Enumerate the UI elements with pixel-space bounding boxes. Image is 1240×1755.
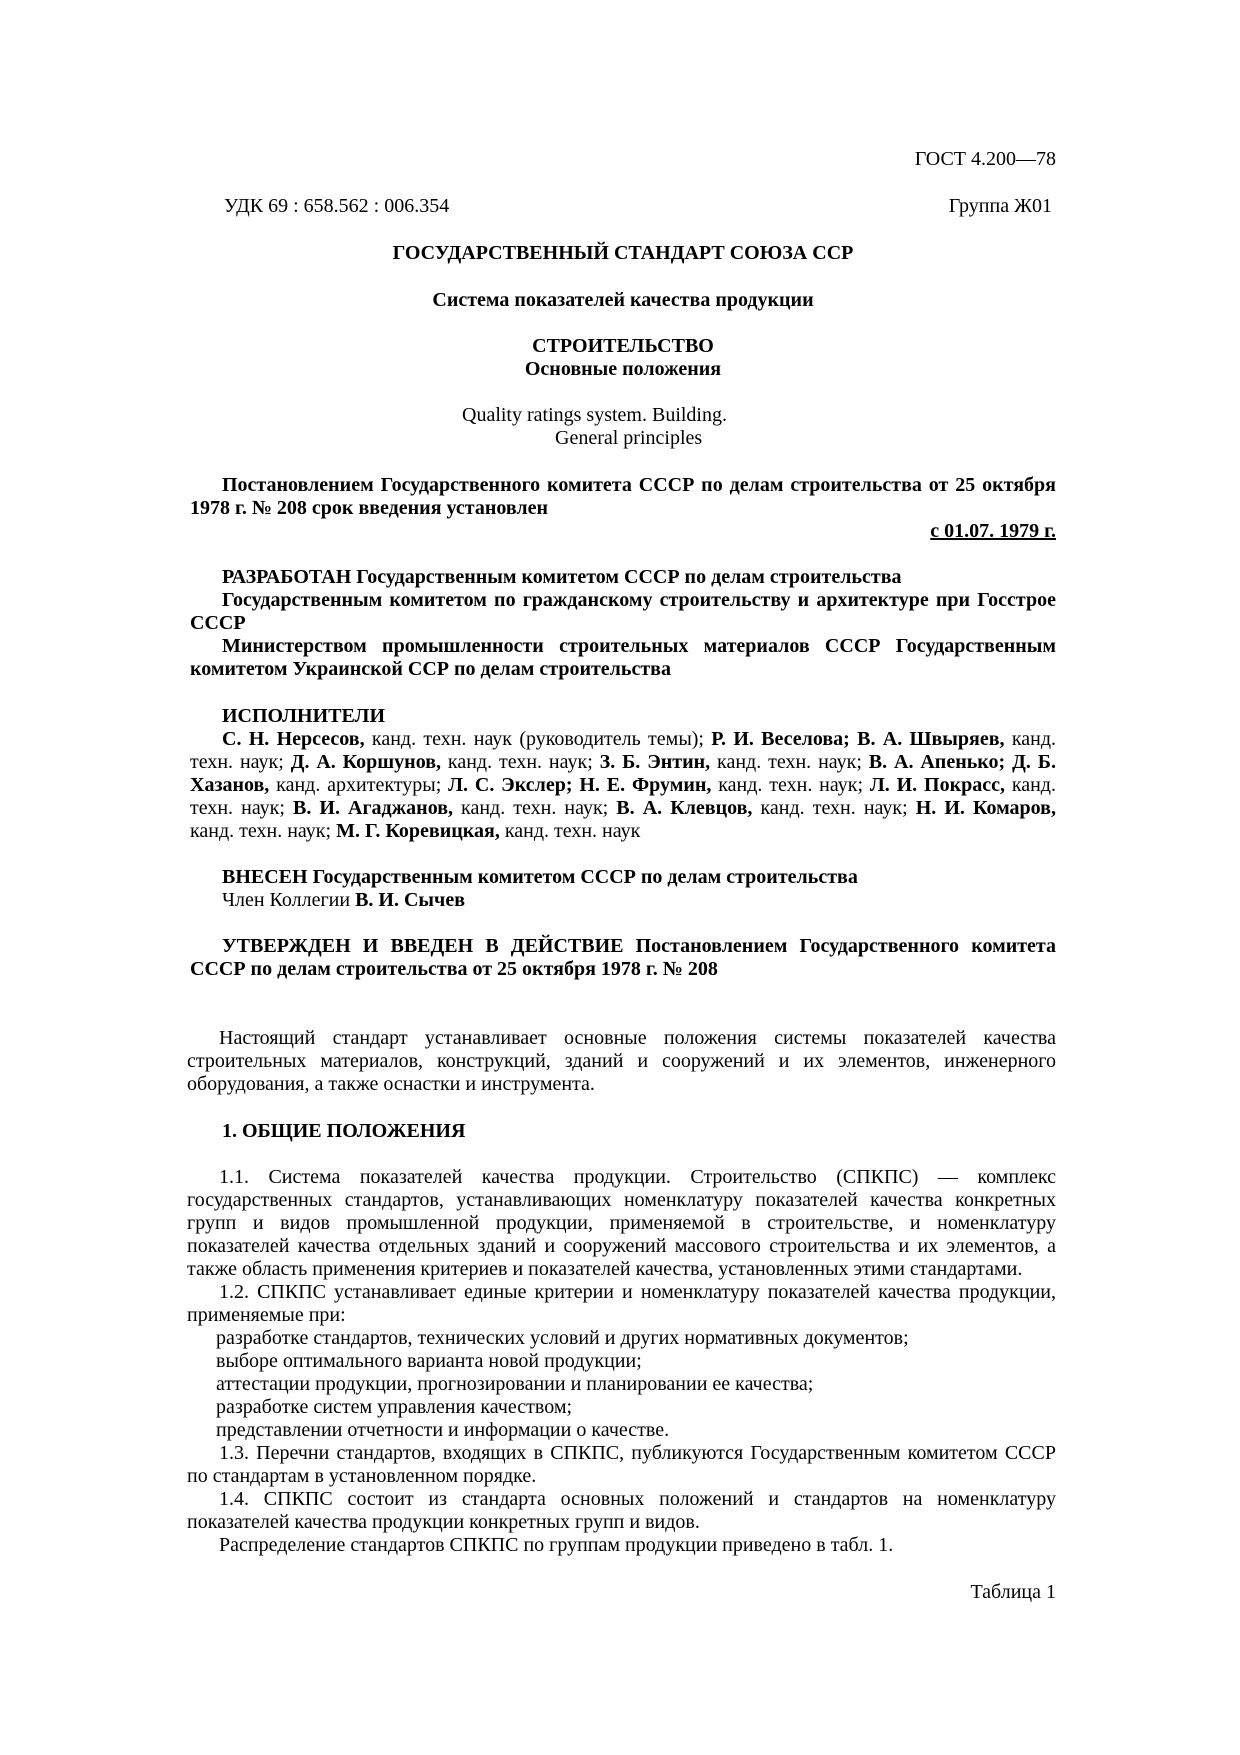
list-item: аттестации продукции, прогнозировании и планировании ее качества; xyxy=(216,1373,814,1395)
executor-name: Н. И. Комаров, xyxy=(915,797,1056,819)
state-standard-title: ГОСУДАРСТВЕННЫЙ СТАНДАРТ СОЮЗА ССР xyxy=(392,242,854,264)
executor-name: В. И. Агаджанов, xyxy=(293,797,453,819)
executor-degree: канд. архитектуры; xyxy=(269,774,449,796)
introduced-role: Член Коллегии xyxy=(222,889,356,911)
executors-list xyxy=(190,728,1056,843)
approved-text: УТВЕРЖДЕН И ВВЕДЕН В ДЕЙСТВИЕ Постановлением Государственного комитета СССР по делам строительства от 25 октября 1978 г. № 208 xyxy=(190,935,1056,980)
english-title-line-2: General principles xyxy=(555,427,703,449)
executors-block xyxy=(190,705,1056,843)
executor-name: Л. С. Экслер; Н. Е. Фрумин, xyxy=(448,774,712,796)
executor-degree: канд. техн. наук; xyxy=(190,728,1057,773)
developed-line-3: Министерством промышленности строительных материалов СССР Государственным комитетом Украинской ССР по делам строительства xyxy=(190,635,1056,680)
developed-line-1: Государственным комитетом СССР по делам строительства xyxy=(351,566,902,588)
udk-code: УДК 69 : 658.562 : 006.354 xyxy=(224,195,450,217)
list-item: разработке систем управления качеством; xyxy=(216,1396,573,1418)
developed-block xyxy=(190,566,1056,681)
section-1-heading: 1. ОБЩИЕ ПОЛОЖЕНИЯ xyxy=(222,1120,466,1142)
executor-degree: канд. техн. наук; xyxy=(752,797,916,819)
group-code: Группа Ж01 xyxy=(948,195,1052,217)
paragraph-1-4: 1.4. СПКПС состоит из стандарта основных положений и стандартов на номенклатуру показателей качества продукции конкретных групп и видов. xyxy=(187,1488,1056,1533)
developed-line-2: Государственным комитетом по гражданскому строительству и архитектуре при Госстрое СССР xyxy=(190,589,1056,634)
executor-degree: канд. техн. наук; xyxy=(710,751,869,773)
intro-paragraph: Настоящий стандарт устанавливает основные положения системы показателей качества строительных материалов, конструкций, зданий и сооружений и их элементов, инженерного оборудования, а также оснастки и инструмента. xyxy=(187,1027,1056,1095)
executors-heading: ИСПОЛНИТЕЛИ xyxy=(222,705,386,727)
executor-name: М. Г. Коревицкая, xyxy=(336,820,500,842)
executor-degree: канд. техн. наук; xyxy=(441,751,600,773)
subtitle: Основные положения xyxy=(524,358,722,380)
subject-title: СТРОИТЕЛЬСТВО xyxy=(532,335,714,357)
paragraph-1-1: 1.1. Система показателей качества продукции. Строительство (СПКПС) — комплекс государственных стандартов, устанавливающих номенклатуру показателей качества конкретных групп и видов промышленной продукции, применяемой в строительстве, и номенклатуру показателей качества отдельных зданий и сооружений массового строительства и их элементов, а также область применения критериев и показателей качества, установленных этими стандартами. xyxy=(187,1166,1056,1280)
introduced-block xyxy=(190,866,1056,912)
developed-label: РАЗРАБОТАН xyxy=(222,566,352,588)
executor-name: В. А. Апенько; Д. Б. Хазанов, xyxy=(190,751,1056,796)
list-item: представлении отчетности и информации о качестве. xyxy=(216,1419,670,1441)
executor-name: З. Б. Энтин, xyxy=(599,751,711,773)
executor-degree: канд. техн. наук; xyxy=(711,774,870,796)
executor-name: С. Н. Нерсесов, xyxy=(222,728,365,750)
list-item: разработке стандартов, технических условий и других нормативных документов; xyxy=(216,1327,909,1349)
executor-degree: канд. техн. наук xyxy=(499,820,641,842)
paragraph-1-2: 1.2. СПКПС устанавливает единые критерии и номенклатуру показателей качества продукции, применяемые при: xyxy=(187,1281,1056,1326)
executor-degree: канд. техн. наук; xyxy=(190,774,1056,819)
english-title-line-1: Quality ratings system. Building. xyxy=(462,404,727,426)
gost-number: ГОСТ 4.200—78 xyxy=(914,148,1056,170)
executor-degree: канд. техн. наук; xyxy=(190,820,337,842)
executor-name: Р. И. Веселова; В. А. Швыряев, xyxy=(711,728,1005,750)
paragraph-distribution: Распределение стандартов СПКПС по группам продукции приведено в табл. 1. xyxy=(219,1534,894,1556)
decree-date: с 01.07. 1979 г. xyxy=(930,520,1056,542)
list-item: выборе оптимального варианта новой продукции; xyxy=(216,1350,642,1372)
table-label: Таблица 1 xyxy=(970,1581,1056,1603)
section-1-body xyxy=(187,1166,1056,1557)
introduced-line-1: ВНЕСЕН Государственным комитетом СССР по делам строительства xyxy=(222,866,858,888)
introduced-name: В. И. Сычев xyxy=(355,889,466,911)
executor-degree: канд. техн. наук (руководитель темы); xyxy=(364,728,712,750)
decree-text: Постановлением Государственного комитета СССР по делам строительства от 25 октября 1978 г. № 208 срок введения установлен xyxy=(190,474,1056,519)
executor-name: Д. А. Коршунов, xyxy=(290,751,442,773)
executor-name: В. А. Клевцов, xyxy=(616,797,753,819)
executor-name: Л. И. Покрасс, xyxy=(869,774,1005,796)
system-title: Система показателей качества продукции xyxy=(432,289,814,311)
paragraph-1-3: 1.3. Перечни стандартов, входящих в СПКПС, публикуются Государственным комитетом СССР по стандартам в установленном порядке. xyxy=(187,1442,1056,1487)
executor-degree: канд. техн. наук; xyxy=(453,797,617,819)
